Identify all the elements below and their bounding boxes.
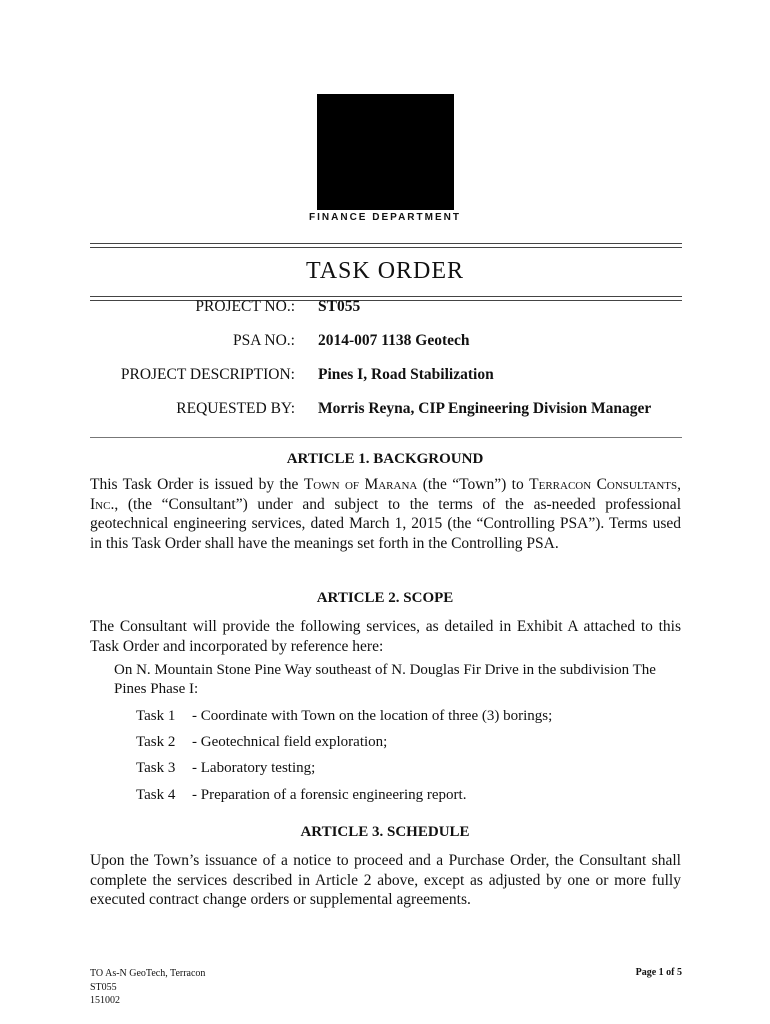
page-number: Page 1 of 5 <box>635 967 682 978</box>
department-label: FINANCE DEPARTMENT <box>309 212 461 223</box>
article1-text-3: , (the “Consultant”) under and subject to the terms of the as-needed professional geotechnical engineering services, dated March 1, 2015 (the “Controlling PSA”). Terms used in this Task Order shall have the meanings set forth in the Controlling PSA. <box>90 495 681 552</box>
task-item <box>136 708 552 725</box>
article3-paragraph: Upon the Town’s issuance of a notice to proceed and a Purchase Order, the Consultant shall complete the services described in Article 2 above, except as adjusted by one or more fully executed contract change orders or supplemental agreements. <box>90 852 681 908</box>
project-description-label: PROJECT DESCRIPTION: <box>120 366 295 383</box>
fields-divider <box>90 437 682 438</box>
task-description: - Geotechnical field exploration; <box>192 734 388 750</box>
task-number: Task 4 <box>136 787 176 803</box>
footer-line-2: ST055 <box>90 981 117 993</box>
task-number: Task 2 <box>136 734 176 750</box>
task-item <box>136 787 466 804</box>
article1-paragraph <box>90 475 681 553</box>
task-item <box>136 760 315 777</box>
scope-location: On N. Mountain Stone Pine Way southeast of N. Douglas Fir Drive in the subdivision The Pines Phase I: <box>114 662 656 697</box>
footer-reference <box>90 967 205 1008</box>
title-divider <box>90 296 682 301</box>
town-logo <box>317 94 454 210</box>
header-divider <box>90 243 682 248</box>
article1-text-1: This Task Order is issued by the <box>90 476 304 493</box>
task-description: - Preparation of a forensic engineering report. <box>192 787 467 803</box>
footer-line-1: TO As-N GeoTech, Terracon <box>90 968 206 979</box>
article2-intro: The Consultant will provide the following services, as detailed in Exhibit A attached to this Task Order and incorporated by reference here: <box>90 618 681 655</box>
task-number: Task 1 <box>136 708 176 724</box>
town-name: Town of Marana <box>303 476 418 493</box>
footer-line-3: 151002 <box>90 995 120 1006</box>
article1-heading: ARTICLE 1. BACKGROUND <box>286 451 484 467</box>
project-description-value: Pines I, Road Stabilization <box>318 366 494 383</box>
article2-heading: ARTICLE 2. SCOPE <box>316 590 454 606</box>
requested-by-label: REQUESTED BY: <box>176 400 295 417</box>
task-item <box>136 734 387 751</box>
article3-heading: ARTICLE 3. SCHEDULE <box>300 824 470 840</box>
task-number: Task 3 <box>136 760 176 776</box>
project-no-value: ST055 <box>318 298 361 315</box>
requested-by-value: Morris Reyna, CIP Engineering Division Manager <box>318 400 652 417</box>
page-title: TASK ORDER <box>305 258 465 284</box>
consultant-name: Terracon Consultants, Inc. <box>90 476 682 513</box>
psa-no-label: PSA NO.: <box>232 332 295 349</box>
psa-no-value: 2014-007 1138 Geotech <box>318 332 470 349</box>
task-description: - Coordinate with Town on the location of three (3) borings; <box>192 708 553 724</box>
project-no-label: PROJECT NO.: <box>195 298 295 315</box>
task-description: - Laboratory testing; <box>192 760 316 776</box>
article1-text-2: (the “Town”) to <box>417 476 530 493</box>
